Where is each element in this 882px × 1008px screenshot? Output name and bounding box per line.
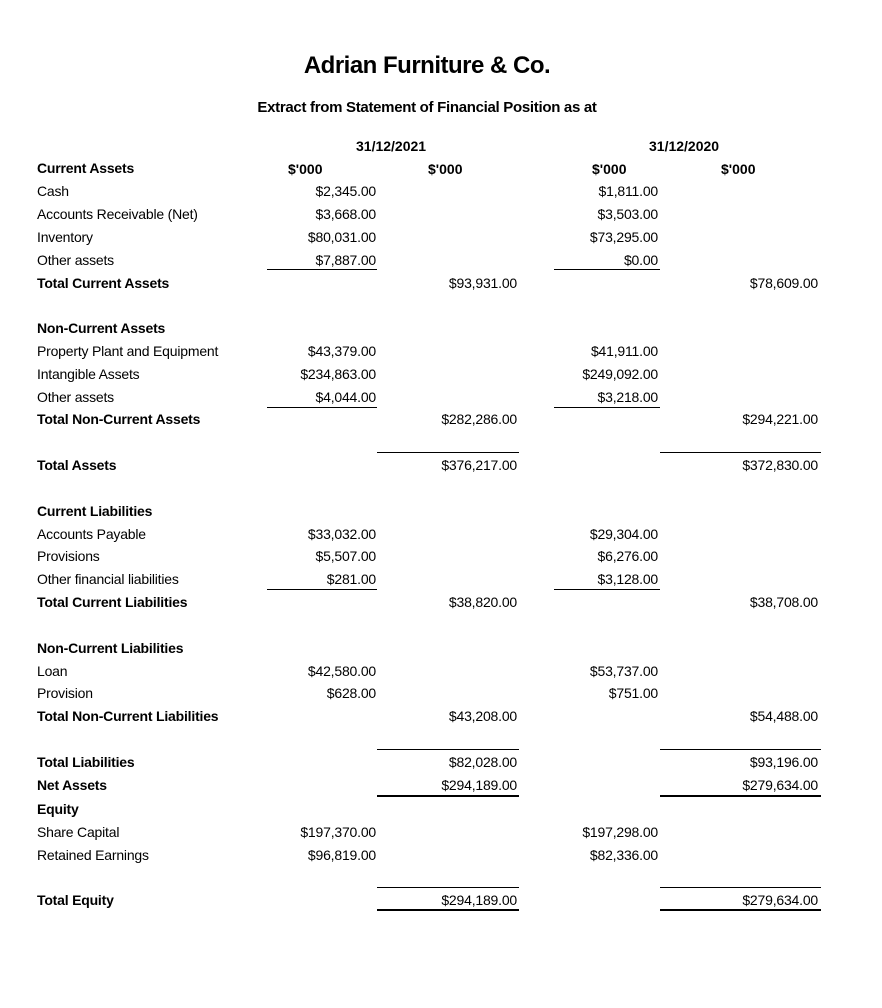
- amount-c1: $7,887.00: [315, 252, 376, 268]
- amount-c4: $93,196.00: [749, 754, 818, 770]
- rule-total-equity-bottom-current: [377, 909, 519, 911]
- amount-c1: $43,379.00: [307, 343, 376, 359]
- row-label: Provision: [37, 685, 93, 701]
- rule-current-assets-current: [267, 269, 377, 270]
- amount-c3: $29,304.00: [589, 526, 658, 542]
- row-label: Retained Earnings: [37, 847, 149, 863]
- row-label: Accounts Receivable (Net): [37, 206, 198, 222]
- rule-total-equity-top-prior: [660, 887, 821, 888]
- row-label: Share Capital: [37, 824, 120, 840]
- row-heading: Current Liabilities: [37, 503, 153, 519]
- rule-total-equity-bottom-prior: [660, 909, 821, 911]
- row-label: Provisions: [37, 548, 100, 564]
- amount-c3: $41,911.00: [590, 343, 658, 359]
- row-heading: Total Current Liabilities: [37, 594, 188, 610]
- amount-c1: $2,345.00: [315, 183, 376, 199]
- row-label: Other financial liabilities: [37, 571, 179, 587]
- amount-c4: $54,488.00: [749, 708, 818, 724]
- unit-header-prior-total: $'000: [721, 161, 756, 177]
- row-heading: Total Non-Current Liabilities: [37, 708, 219, 724]
- amount-c4: $372,830.00: [742, 457, 818, 473]
- row-heading: Equity: [37, 801, 79, 817]
- rule-total-equity-top-current: [377, 887, 519, 888]
- amount-c4: $78,609.00: [749, 275, 818, 291]
- row-heading: Net Assets: [37, 777, 107, 793]
- amount-c4: $279,634.00: [742, 777, 818, 793]
- amount-c3: $3,128.00: [597, 571, 658, 587]
- rule-total-assets-current: [377, 452, 519, 453]
- row-label: Property Plant and Equipment: [37, 343, 219, 359]
- amount-c1: $197,370.00: [300, 824, 376, 840]
- rule-current-assets-prior: [554, 269, 660, 270]
- row-label: Other assets: [37, 389, 114, 405]
- amount-c1: $80,031.00: [307, 229, 376, 245]
- amount-c3: $53,737.00: [589, 663, 658, 679]
- row-heading: Total Equity: [37, 892, 114, 908]
- row-label: Cash: [37, 183, 69, 199]
- amount-c1: $33,032.00: [307, 526, 376, 542]
- amount-c3: $82,336.00: [589, 847, 658, 863]
- amount-c1: $4,044.00: [315, 389, 376, 405]
- unit-header-prior-detail: $'000: [592, 161, 627, 177]
- amount-c3: $3,218.00: [597, 389, 658, 405]
- period-header-current: 31/12/2021: [356, 138, 427, 154]
- amount-c2: $93,931.00: [448, 275, 517, 291]
- row-label: Accounts Payable: [37, 526, 146, 542]
- amount-c3: $751.00: [608, 685, 658, 701]
- amount-c2: $82,028.00: [448, 754, 517, 770]
- amount-c1: $234,863.00: [300, 366, 376, 382]
- unit-header-current-total: $'000: [428, 161, 463, 177]
- amount-c3: $6,276.00: [597, 548, 658, 564]
- rule-net-assets-current: [377, 795, 519, 797]
- amount-c4: $38,708.00: [749, 594, 818, 610]
- amount-c4: $294,221.00: [742, 411, 818, 427]
- amount-c1: $3,668.00: [315, 206, 376, 222]
- rule-net-assets-prior: [660, 795, 821, 797]
- row-heading: Total Assets: [37, 457, 117, 473]
- row-heading: Non-Current Assets: [37, 320, 166, 336]
- row-label: Other assets: [37, 252, 114, 268]
- page-title: Adrian Furniture & Co.: [303, 52, 551, 79]
- period-header-prior: 31/12/2020: [649, 138, 720, 154]
- amount-c3: $1,811.00: [598, 183, 658, 199]
- row-heading: Total Liabilities: [37, 754, 135, 770]
- amount-c4: $279,634.00: [742, 892, 818, 908]
- statement-subtitle: Extract from Statement of Financial Position as at: [257, 99, 597, 116]
- rule-current-liabilities-current: [267, 589, 377, 590]
- amount-c2: $282,286.00: [441, 411, 517, 427]
- row-heading: Non-Current Liabilities: [37, 640, 184, 656]
- amount-c2: $38,820.00: [448, 594, 517, 610]
- amount-c1: $96,819.00: [307, 847, 376, 863]
- amount-c3: $197,298.00: [582, 824, 658, 840]
- amount-c3: $73,295.00: [589, 229, 658, 245]
- rule-noncurrent-assets-current: [267, 407, 377, 408]
- amount-c2: $294,189.00: [441, 892, 517, 908]
- amount-c2: $376,217.00: [441, 457, 517, 473]
- amount-c2: $43,208.00: [448, 708, 517, 724]
- row-label: Inventory: [37, 229, 93, 245]
- row-heading: Total Non-Current Assets: [37, 411, 201, 427]
- rule-total-liabilities-current: [377, 749, 519, 750]
- row-label: Loan: [37, 663, 68, 679]
- rule-current-liabilities-prior: [554, 589, 660, 590]
- amount-c1: $281.00: [326, 571, 376, 587]
- amount-c1: $42,580.00: [307, 663, 376, 679]
- row-label: Intangible Assets: [37, 366, 140, 382]
- amount-c3: $3,503.00: [597, 206, 658, 222]
- amount-c3: $249,092.00: [582, 366, 658, 382]
- rule-total-assets-prior: [660, 452, 821, 453]
- row-heading: Current Assets: [37, 160, 135, 176]
- row-heading: Total Current Assets: [37, 275, 170, 291]
- amount-c1: $5,507.00: [315, 548, 376, 564]
- amount-c1: $628.00: [326, 685, 376, 701]
- rule-total-liabilities-prior: [660, 749, 821, 750]
- amount-c3: $0.00: [623, 252, 658, 268]
- rule-noncurrent-assets-prior: [554, 407, 660, 408]
- unit-header-current-detail: $'000: [288, 161, 323, 177]
- amount-c2: $294,189.00: [441, 777, 517, 793]
